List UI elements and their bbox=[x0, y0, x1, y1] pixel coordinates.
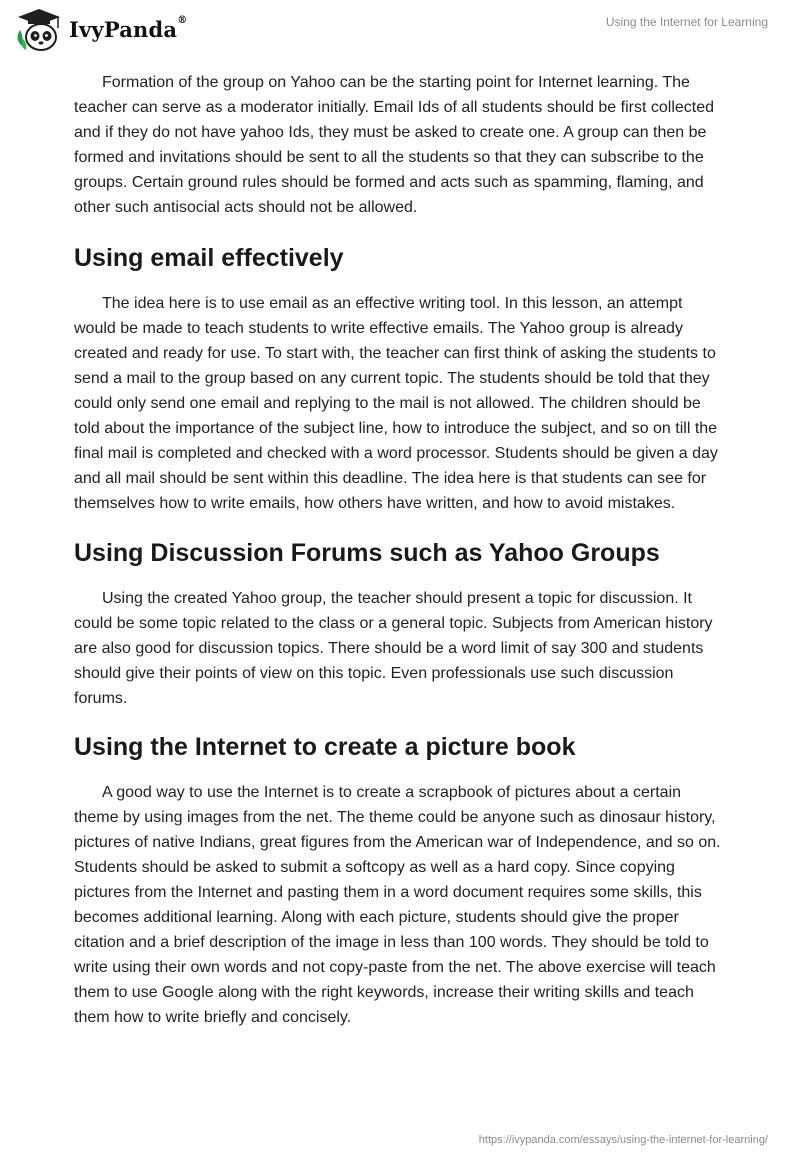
brand-name: IvyPanda® bbox=[69, 14, 188, 42]
heading-email: Using email effectively bbox=[74, 244, 344, 272]
panda-graduate-icon bbox=[14, 6, 64, 52]
paragraph-picture-book: A good way to use the Internet is to create a scrapbook of pictures about a certain theme by using images from the net. The theme could be anyone such as dinosaur history, pictures of native Indians, great figures from the American war of Independence, and so on. Students should be asked to submit a softcopy as well as a hard copy. Since copying pictures from the Internet and pasting them in a word document requires some skills, this becomes additional learning. Along with each picture, students should give the proper citation and a brief description of the image in less than 100 words. They should be told to write using their own words and not copy-paste from the net. The above exercise will teach them to use Google along with the right keywords, increase their writing skills and teach them how to write briefly and concisely. bbox=[74, 784, 721, 1026]
source-url[interactable]: https://ivypanda.com/essays/using-the-internet-for-learning/ bbox=[478, 1134, 768, 1146]
page-title: Using the Internet for Learning bbox=[605, 15, 768, 29]
paragraph-email: The idea here is to use email as an effective writing tool. In this lesson, an attempt would be made to teach students to write effective emails. The Yahoo group is already created and ready for use. To start with, the teacher can first think of asking the students to send a mail to the group based on any current topic. The students should be told that they could only send one email and replying to the mail is not allowed. The children should be told about the importance of the subject line, how to introduce the subject, and so on till the final mail is completed and checked with a word processor. Students should be given a day and all mail should be sent within this deadline. The idea here is that students can see for themselves how to write emails, how others have written, and how to avoid mistakes. bbox=[74, 295, 718, 512]
heading-picture-book: Using the Internet to create a picture book bbox=[74, 733, 576, 761]
paragraph-intro: Formation of the group on Yahoo can be the starting point for Internet learning. The teacher can serve as a moderator initially. Email Ids of all students should be first collected and if they do not have yahoo Ids, they must be asked to create one. A group can then be formed and invitations should be sent to all the students so that they can subscribe to the groups. Certain ground rules should be formed and acts such as spamming, flaming, and other such antisocial acts should not be allowed. bbox=[74, 74, 715, 216]
ivypanda-logo[interactable] bbox=[14, 6, 187, 52]
registered-mark: ® bbox=[177, 14, 188, 26]
paragraph-discussion-forums: Using the created Yahoo group, the teacher should present a topic for discussion. It could be some topic related to the class or a general topic. Subjects from American history are also good for discussion topics. There should be a word limit of say 300 and students should give their points of view on this topic. Even professionals use such discussion forums. bbox=[74, 590, 713, 707]
essay-body bbox=[74, 70, 726, 1030]
heading-discussion-forums: Using Discussion Forums such as Yahoo Groups bbox=[74, 539, 660, 567]
